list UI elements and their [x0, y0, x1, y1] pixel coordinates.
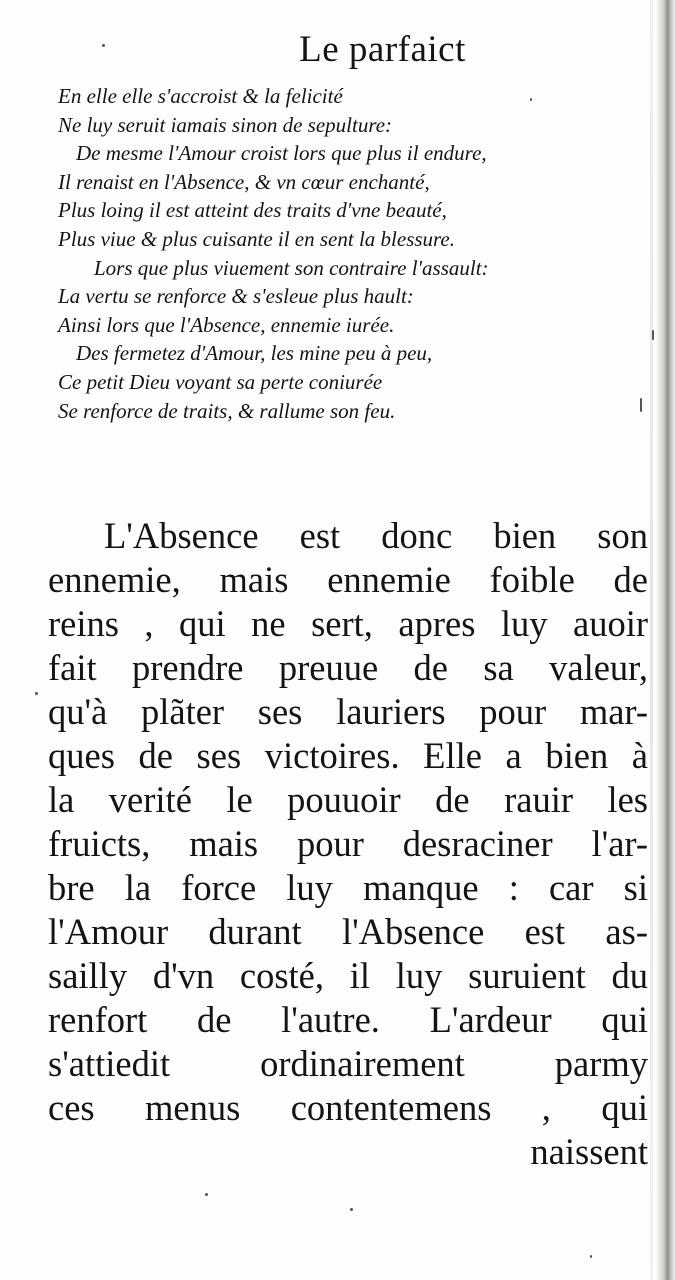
prose-line: s'attiedit ordinairement parmy — [48, 1043, 648, 1084]
running-header: Le parfaict — [299, 29, 466, 70]
ink-speck — [640, 398, 642, 412]
prose-block — [48, 514, 648, 1174]
ink-speck — [102, 44, 105, 47]
poem-line: La vertu se renforce & s'esleue plus hault: — [58, 284, 414, 309]
ink-speck — [35, 692, 38, 695]
prose-line: bre la force luy manque : car si — [48, 867, 648, 908]
ink-speck — [590, 1255, 592, 1258]
page-edge-shadow — [657, 0, 675, 1280]
poem-line: En elle elle s'accroist & la felicité — [58, 84, 343, 108]
poem-line: Lors que plus viuement son contraire l'assault: — [94, 255, 489, 280]
poem-line: De mesme l'Amour croist lors que plus il endure, — [76, 141, 487, 166]
prose-line: l'Amour durant l'Absence est as- — [48, 911, 648, 952]
prose-line: qu'à plãter ses lauriers pour mar- — [48, 691, 648, 732]
ink-speck — [530, 98, 532, 101]
prose-line: L'Absence est donc bien son — [104, 515, 648, 556]
prose-line: ennemie, mais ennemie foible de — [48, 559, 648, 600]
prose-line: fruicts, mais pour desraciner l'ar- — [48, 823, 648, 864]
prose-line: reins , qui ne sert, apres luy auoir — [48, 603, 648, 644]
poem-line: Se renforce de traits, & rallume son feu. — [58, 398, 396, 423]
prose-line: la verité le pouuoir de rauir les — [48, 779, 648, 820]
prose-line: ces menus contentemens , qui — [48, 1087, 648, 1128]
ink-speck — [205, 1193, 208, 1196]
prose-line: ques de ses victoires. Elle a bien à — [48, 735, 648, 776]
poem-line: Des fermetez d'Amour, les mine peu à peu, — [76, 341, 433, 366]
poem-line: Plus viue & plus cuisante il en sent la blessure. — [58, 226, 456, 251]
poem-line: Ainsi lors que l'Absence, ennemie iurée. — [58, 312, 395, 337]
poem-block — [58, 82, 658, 425]
poem-line: Ce petit Dieu voyant sa perte coniurée — [58, 369, 383, 394]
ink-speck — [350, 1208, 353, 1211]
catchword: naissent — [530, 1131, 648, 1172]
prose-line: renfort de l'autre. L'ardeur qui — [48, 999, 648, 1040]
ink-speck — [652, 330, 654, 340]
poem-line: Il renaist en l'Absence, & vn cœur enchanté, — [58, 169, 430, 194]
poem-line: Plus loing il est atteint des traits d'vne beauté, — [58, 198, 447, 223]
prose-line: sailly d'vn costé, il luy suruient du — [48, 955, 648, 996]
prose-line: fait prendre preuue de sa valeur, — [48, 647, 648, 688]
poem-line: Ne luy seruit iamais sinon de sepulture: — [58, 112, 393, 137]
